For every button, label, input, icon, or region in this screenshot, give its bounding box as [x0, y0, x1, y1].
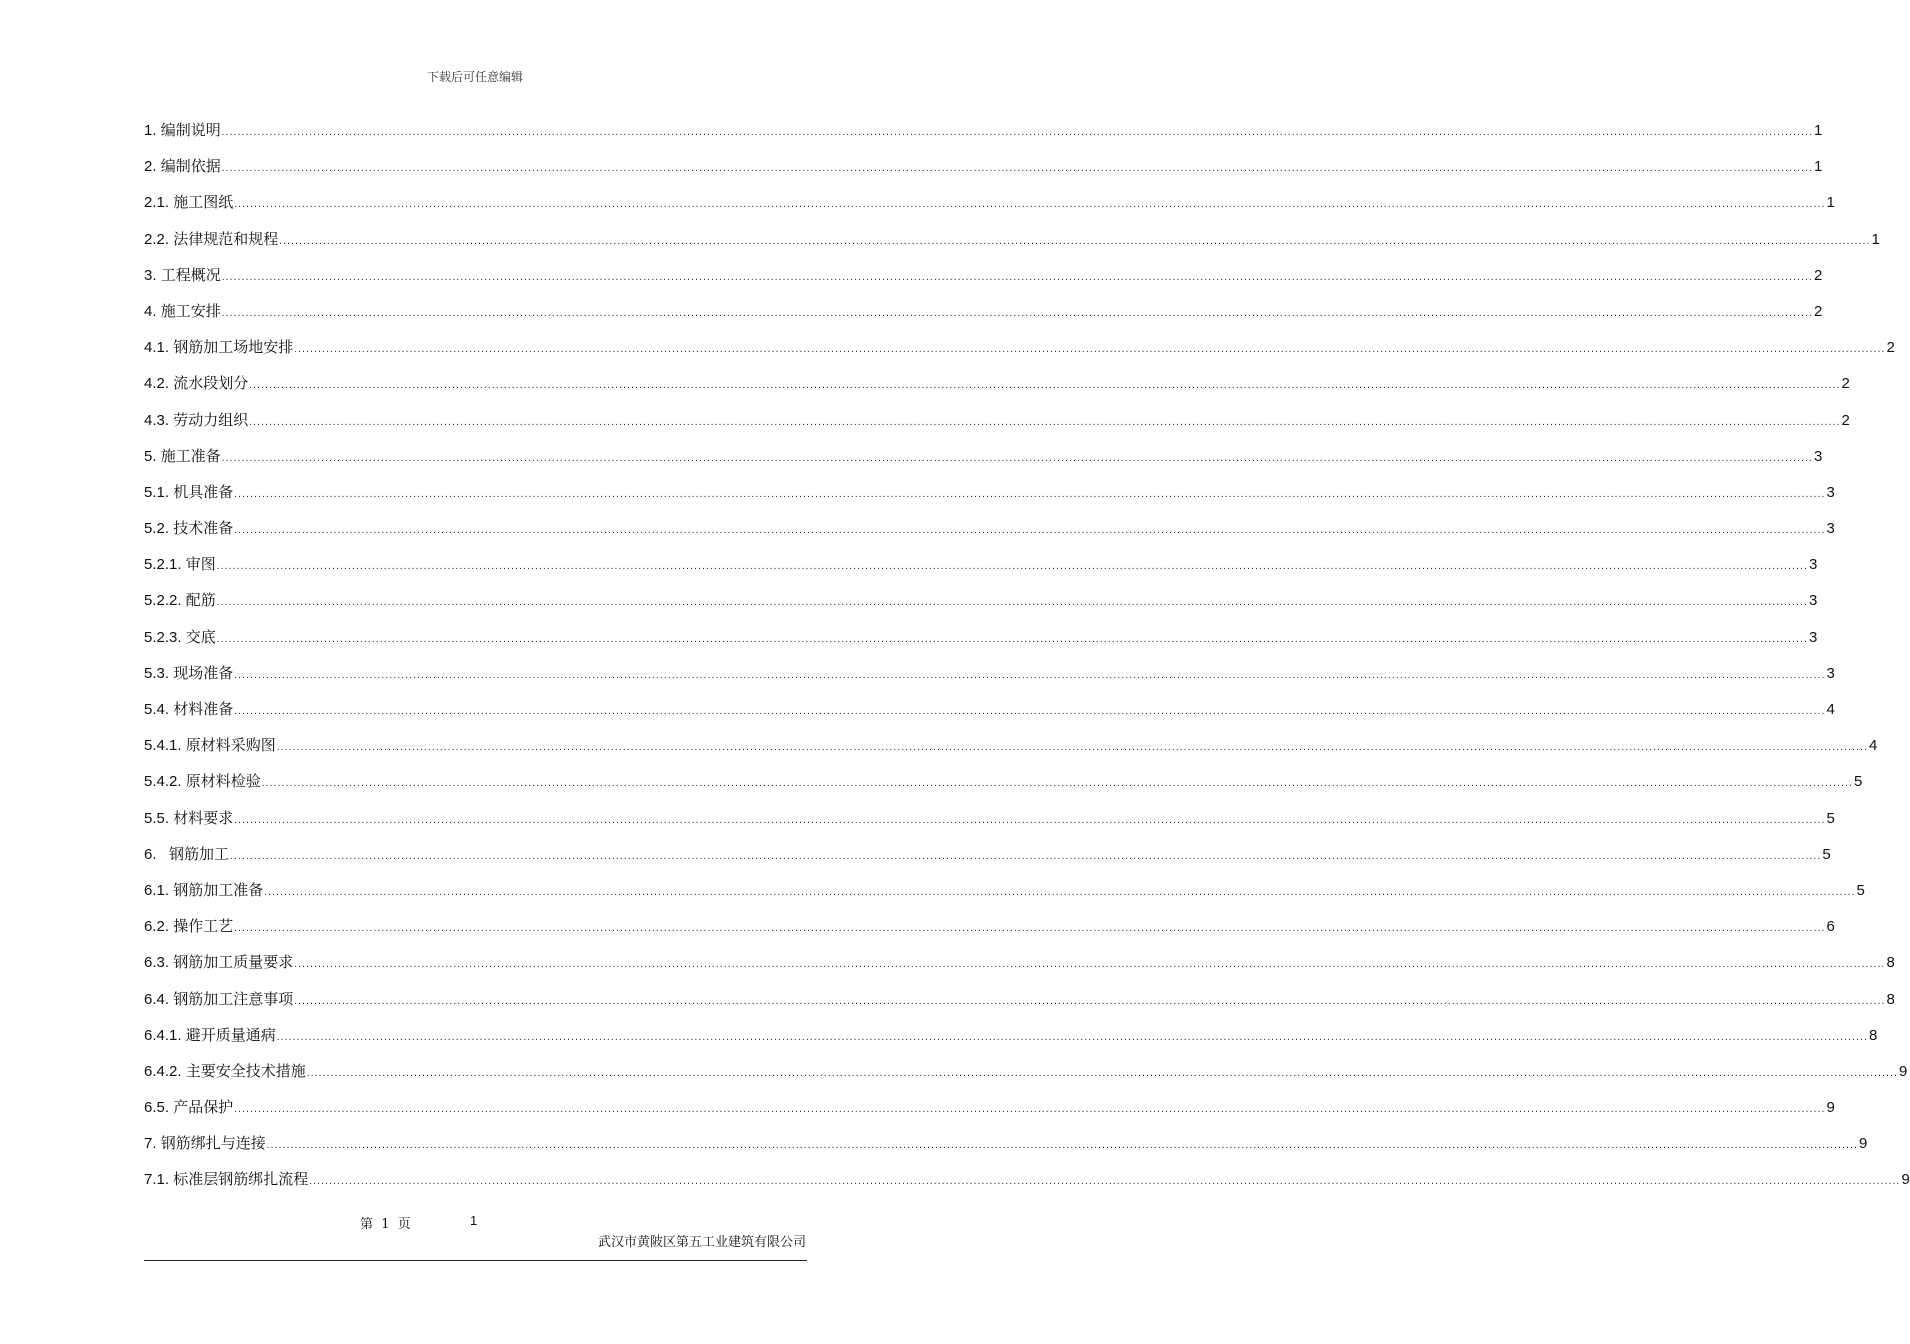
toc-entry-title: 劳动力组织: [173, 410, 249, 429]
toc-entry[interactable]: [144, 981, 1895, 1017]
toc-entry-title: 钢筋加工注意事项: [173, 989, 294, 1008]
toc-dot-leader: ................................................................................................................................................................................................................................................................................................................................................................................................................: [306, 1067, 1899, 1079]
toc-entry-number: 3.: [144, 266, 161, 284]
toc-dot-leader: ................................................................................................................................................................................................................................................................................................................................................................................................................: [234, 923, 1826, 935]
toc-entry[interactable]: [144, 148, 1823, 184]
toc-entry-page: 9: [1899, 1062, 1908, 1080]
toc-entry-title: 避开质量通病: [185, 1025, 276, 1044]
toc-entry[interactable]: [144, 438, 1823, 474]
toc-entry-number: 6.4.2.: [144, 1062, 186, 1080]
toc-entry-page: 4: [1869, 737, 1878, 755]
toc-entry-number: 4.3.: [144, 411, 174, 429]
toc-entry-number: 6.1.: [144, 881, 174, 899]
toc-entry-page: 2: [1814, 266, 1823, 284]
toc-entry-page: 9: [1826, 1099, 1835, 1117]
toc-entry[interactable]: [144, 727, 1878, 763]
footer-divider: [144, 1260, 807, 1261]
toc-entry[interactable]: [144, 402, 1850, 438]
toc-entry-title: 主要安全技术措施: [185, 1061, 306, 1080]
toc-entry-number: 6.2.: [144, 918, 174, 936]
toc-entry-page: 5: [1854, 773, 1863, 791]
toc-entry-number: 7.1.: [144, 1171, 174, 1189]
toc-entry[interactable]: [144, 1053, 1908, 1089]
toc-dot-leader: ................................................................................................................................................................................................................................................................................................................................................................................................................: [221, 307, 1814, 319]
toc-entry-page: 5: [1856, 881, 1865, 899]
toc-entry-title: 施工安排: [160, 301, 221, 320]
toc-entry[interactable]: [144, 474, 1835, 510]
toc-entry[interactable]: [144, 582, 1818, 618]
toc-entry-title: 配筋: [185, 591, 216, 610]
toc-entry[interactable]: [144, 184, 1835, 220]
toc-entry[interactable]: [144, 691, 1835, 727]
toc-entry-title: 交底: [185, 627, 216, 646]
toc-entry[interactable]: [144, 763, 1863, 799]
toc-entry[interactable]: [144, 800, 1835, 836]
toc-entry-title: 审图: [185, 555, 216, 574]
toc-entry-number: 5.1.: [144, 483, 174, 501]
toc-entry-page: 1: [1814, 122, 1823, 139]
toc-entry-number: 5.2.: [144, 520, 174, 538]
toc-entry-title: 钢筋加工准备: [173, 880, 264, 899]
toc-entry-page: 1: [1826, 194, 1835, 212]
toc-entry[interactable]: [144, 221, 1880, 257]
toc-dot-leader: ................................................................................................................................................................................................................................................................................................................................................................................................................: [216, 561, 1809, 573]
toc-entry-page: 2: [1886, 339, 1895, 357]
toc-entry-page: 3: [1809, 592, 1818, 610]
footer-page-number: 1: [470, 1213, 478, 1228]
toc-entry-title: 钢筋加工质量要求: [173, 953, 294, 972]
toc-entry-number: 4.: [144, 302, 161, 320]
toc-entry-title: 编制依据: [160, 157, 221, 176]
toc-dot-leader: ................................................................................................................................................................................................................................................................................................................................................................................................................: [234, 814, 1826, 826]
toc-entry[interactable]: [144, 619, 1818, 655]
toc-entry[interactable]: [144, 1089, 1835, 1125]
toc-entry[interactable]: [144, 329, 1895, 365]
toc-entry-number: 4.1.: [144, 339, 174, 357]
toc-entry[interactable]: [144, 365, 1850, 401]
toc-dot-leader: ................................................................................................................................................................................................................................................................................................................................................................................................................: [221, 127, 1814, 138]
toc-entry-number: 6.4.1.: [144, 1026, 186, 1044]
table-of-contents: [144, 112, 1910, 1198]
toc-entry-number: 6.4.: [144, 990, 174, 1008]
toc-dot-leader: ................................................................................................................................................................................................................................................................................................................................................................................................................: [221, 163, 1814, 175]
toc-entry-title: 机具准备: [173, 482, 234, 501]
toc-entry-title: 工程概况: [160, 265, 221, 284]
toc-entry-number: 5.: [144, 447, 161, 465]
toc-entry[interactable]: [144, 1161, 1910, 1197]
toc-entry-title: 原材料采购图: [185, 736, 276, 755]
toc-dot-leader: ................................................................................................................................................................................................................................................................................................................................................................................................................: [249, 416, 1841, 428]
toc-entry-number: 2.1.: [144, 194, 174, 212]
toc-entry[interactable]: [144, 836, 1831, 872]
toc-entry-number: 7.: [144, 1135, 161, 1153]
toc-entry-number: 5.4.2.: [144, 773, 186, 791]
toc-entry-title: 钢筋加工: [169, 844, 230, 863]
toc-dot-leader: ................................................................................................................................................................................................................................................................................................................................................................................................................: [309, 1176, 1901, 1188]
toc-entry-number: 5.3.: [144, 664, 174, 682]
toc-dot-leader: ................................................................................................................................................................................................................................................................................................................................................................................................................: [266, 1140, 1859, 1152]
toc-dot-leader: ................................................................................................................................................................................................................................................................................................................................................................................................................: [294, 995, 1886, 1007]
toc-entry-page: 3: [1809, 628, 1818, 646]
toc-entry-title: 法律规范和规程: [173, 229, 279, 248]
toc-entry-page: 4: [1826, 701, 1835, 718]
toc-entry-number: 5.2.3.: [144, 628, 186, 646]
toc-entry-number: 2.2.: [144, 230, 174, 248]
toc-entry-title: 施工准备: [160, 446, 221, 465]
toc-entry-number: 6.: [144, 845, 170, 863]
toc-entry-page: 8: [1886, 990, 1895, 1008]
toc-entry[interactable]: [144, 546, 1818, 582]
toc-entry-title: 流水段划分: [173, 374, 249, 393]
toc-entry-page: 6: [1826, 918, 1835, 936]
toc-entry-number: 4.2.: [144, 375, 174, 393]
toc-entry-number: 5.2.1.: [144, 556, 186, 574]
toc-entry-number: 5.4.1.: [144, 737, 186, 755]
toc-dot-leader: ................................................................................................................................................................................................................................................................................................................................................................................................................: [234, 525, 1826, 537]
toc-entry-title: 钢筋绑扎与连接: [160, 1134, 266, 1153]
toc-entry-number: 5.5.: [144, 809, 174, 827]
toc-dot-leader: ................................................................................................................................................................................................................................................................................................................................................................................................................: [264, 886, 1856, 898]
toc-entry-number: 5.4.: [144, 701, 174, 718]
toc-dot-leader: ................................................................................................................................................................................................................................................................................................................................................................................................................: [221, 452, 1814, 464]
toc-dot-leader: ................................................................................................................................................................................................................................................................................................................................................................................................................: [234, 488, 1826, 500]
toc-dot-leader: ................................................................................................................................................................................................................................................................................................................................................................................................................: [216, 633, 1809, 645]
toc-entry-title: 操作工艺: [173, 917, 234, 936]
toc-entry[interactable]: [144, 872, 1865, 908]
toc-entry-page: 5: [1826, 809, 1835, 827]
toc-entry-number: 2.: [144, 158, 161, 176]
toc-dot-leader: ................................................................................................................................................................................................................................................................................................................................................................................................................: [216, 597, 1809, 609]
toc-entry-page: 5: [1822, 845, 1831, 863]
toc-entry[interactable]: [144, 655, 1835, 691]
toc-dot-leader: ................................................................................................................................................................................................................................................................................................................................................................................................................: [234, 706, 1826, 717]
toc-entry-page: 1: [1814, 158, 1823, 176]
toc-entry-page: 3: [1826, 664, 1835, 682]
toc-entry[interactable]: [144, 1125, 1868, 1161]
toc-dot-leader: ................................................................................................................................................................................................................................................................................................................................................................................................................: [221, 271, 1814, 283]
toc-entry-page: 3: [1814, 447, 1823, 465]
toc-entry-title: 材料要求: [173, 808, 234, 827]
toc-dot-leader: ................................................................................................................................................................................................................................................................................................................................................................................................................: [249, 380, 1841, 392]
toc-entry-number: 6.5.: [144, 1099, 174, 1117]
toc-entry[interactable]: [144, 510, 1835, 546]
toc-entry-page: 2: [1841, 411, 1850, 429]
toc-entry-page: 9: [1859, 1135, 1868, 1153]
toc-dot-leader: ................................................................................................................................................................................................................................................................................................................................................................................................................: [234, 1104, 1826, 1116]
toc-entry-title: 材料准备: [173, 700, 234, 718]
toc-entry-page: 3: [1826, 483, 1835, 501]
toc-entry-page: 3: [1809, 556, 1818, 574]
toc-dot-leader: ................................................................................................................................................................................................................................................................................................................................................................................................................: [294, 344, 1886, 356]
toc-dot-leader: ................................................................................................................................................................................................................................................................................................................................................................................................................: [261, 778, 1854, 790]
toc-entry-title: 施工图纸: [173, 193, 234, 212]
footer-company-name: 武汉市黄陂区第五工业建筑有限公司: [597, 1235, 806, 1250]
toc-entry-page: 3: [1826, 520, 1835, 538]
toc-entry-page: 2: [1841, 375, 1850, 393]
toc-dot-leader: ................................................................................................................................................................................................................................................................................................................................................................................................................: [276, 1031, 1869, 1043]
toc-entry-title: 标准层钢筋绑扎流程: [173, 1170, 309, 1189]
toc-entry-title: 产品保护: [173, 1098, 234, 1117]
toc-entry-title: 原材料检验: [185, 772, 261, 791]
toc-entry-title: 钢筋加工场地安排: [173, 338, 294, 357]
toc-entry-page: 8: [1869, 1026, 1878, 1044]
toc-entry[interactable]: [144, 257, 1823, 293]
toc-dot-leader: ................................................................................................................................................................................................................................................................................................................................................................................................................: [234, 199, 1826, 211]
toc-dot-leader: ................................................................................................................................................................................................................................................................................................................................................................................................................: [230, 850, 1822, 862]
toc-entry-title: 技术准备: [173, 519, 234, 538]
toc-entry[interactable]: [144, 1017, 1878, 1053]
toc-entry-page: 2: [1814, 302, 1823, 320]
toc-entry-title: 现场准备: [173, 663, 234, 682]
toc-entry-number: 6.3.: [144, 954, 174, 972]
toc-entry-page: 8: [1886, 954, 1895, 972]
toc-entry-number: 1.: [144, 122, 161, 139]
toc-entry-page: 9: [1901, 1171, 1910, 1189]
header-note: 下载后可任意编辑: [426, 70, 523, 84]
footer-page-label: 第 1 页: [360, 1217, 411, 1232]
toc-entry[interactable]: [144, 293, 1823, 329]
toc-entry-number: 5.2.2.: [144, 592, 186, 610]
toc-dot-leader: ................................................................................................................................................................................................................................................................................................................................................................................................................: [294, 959, 1886, 971]
toc-entry-title: 编制说明: [160, 121, 221, 139]
toc-entry[interactable]: [144, 112, 1823, 148]
toc-dot-leader: ................................................................................................................................................................................................................................................................................................................................................................................................................: [276, 742, 1869, 754]
toc-dot-leader: ................................................................................................................................................................................................................................................................................................................................................................................................................: [279, 235, 1871, 247]
toc-entry-page: 1: [1871, 230, 1880, 248]
toc-entry[interactable]: [144, 908, 1835, 944]
toc-dot-leader: ................................................................................................................................................................................................................................................................................................................................................................................................................: [234, 669, 1826, 681]
toc-entry[interactable]: [144, 944, 1895, 980]
